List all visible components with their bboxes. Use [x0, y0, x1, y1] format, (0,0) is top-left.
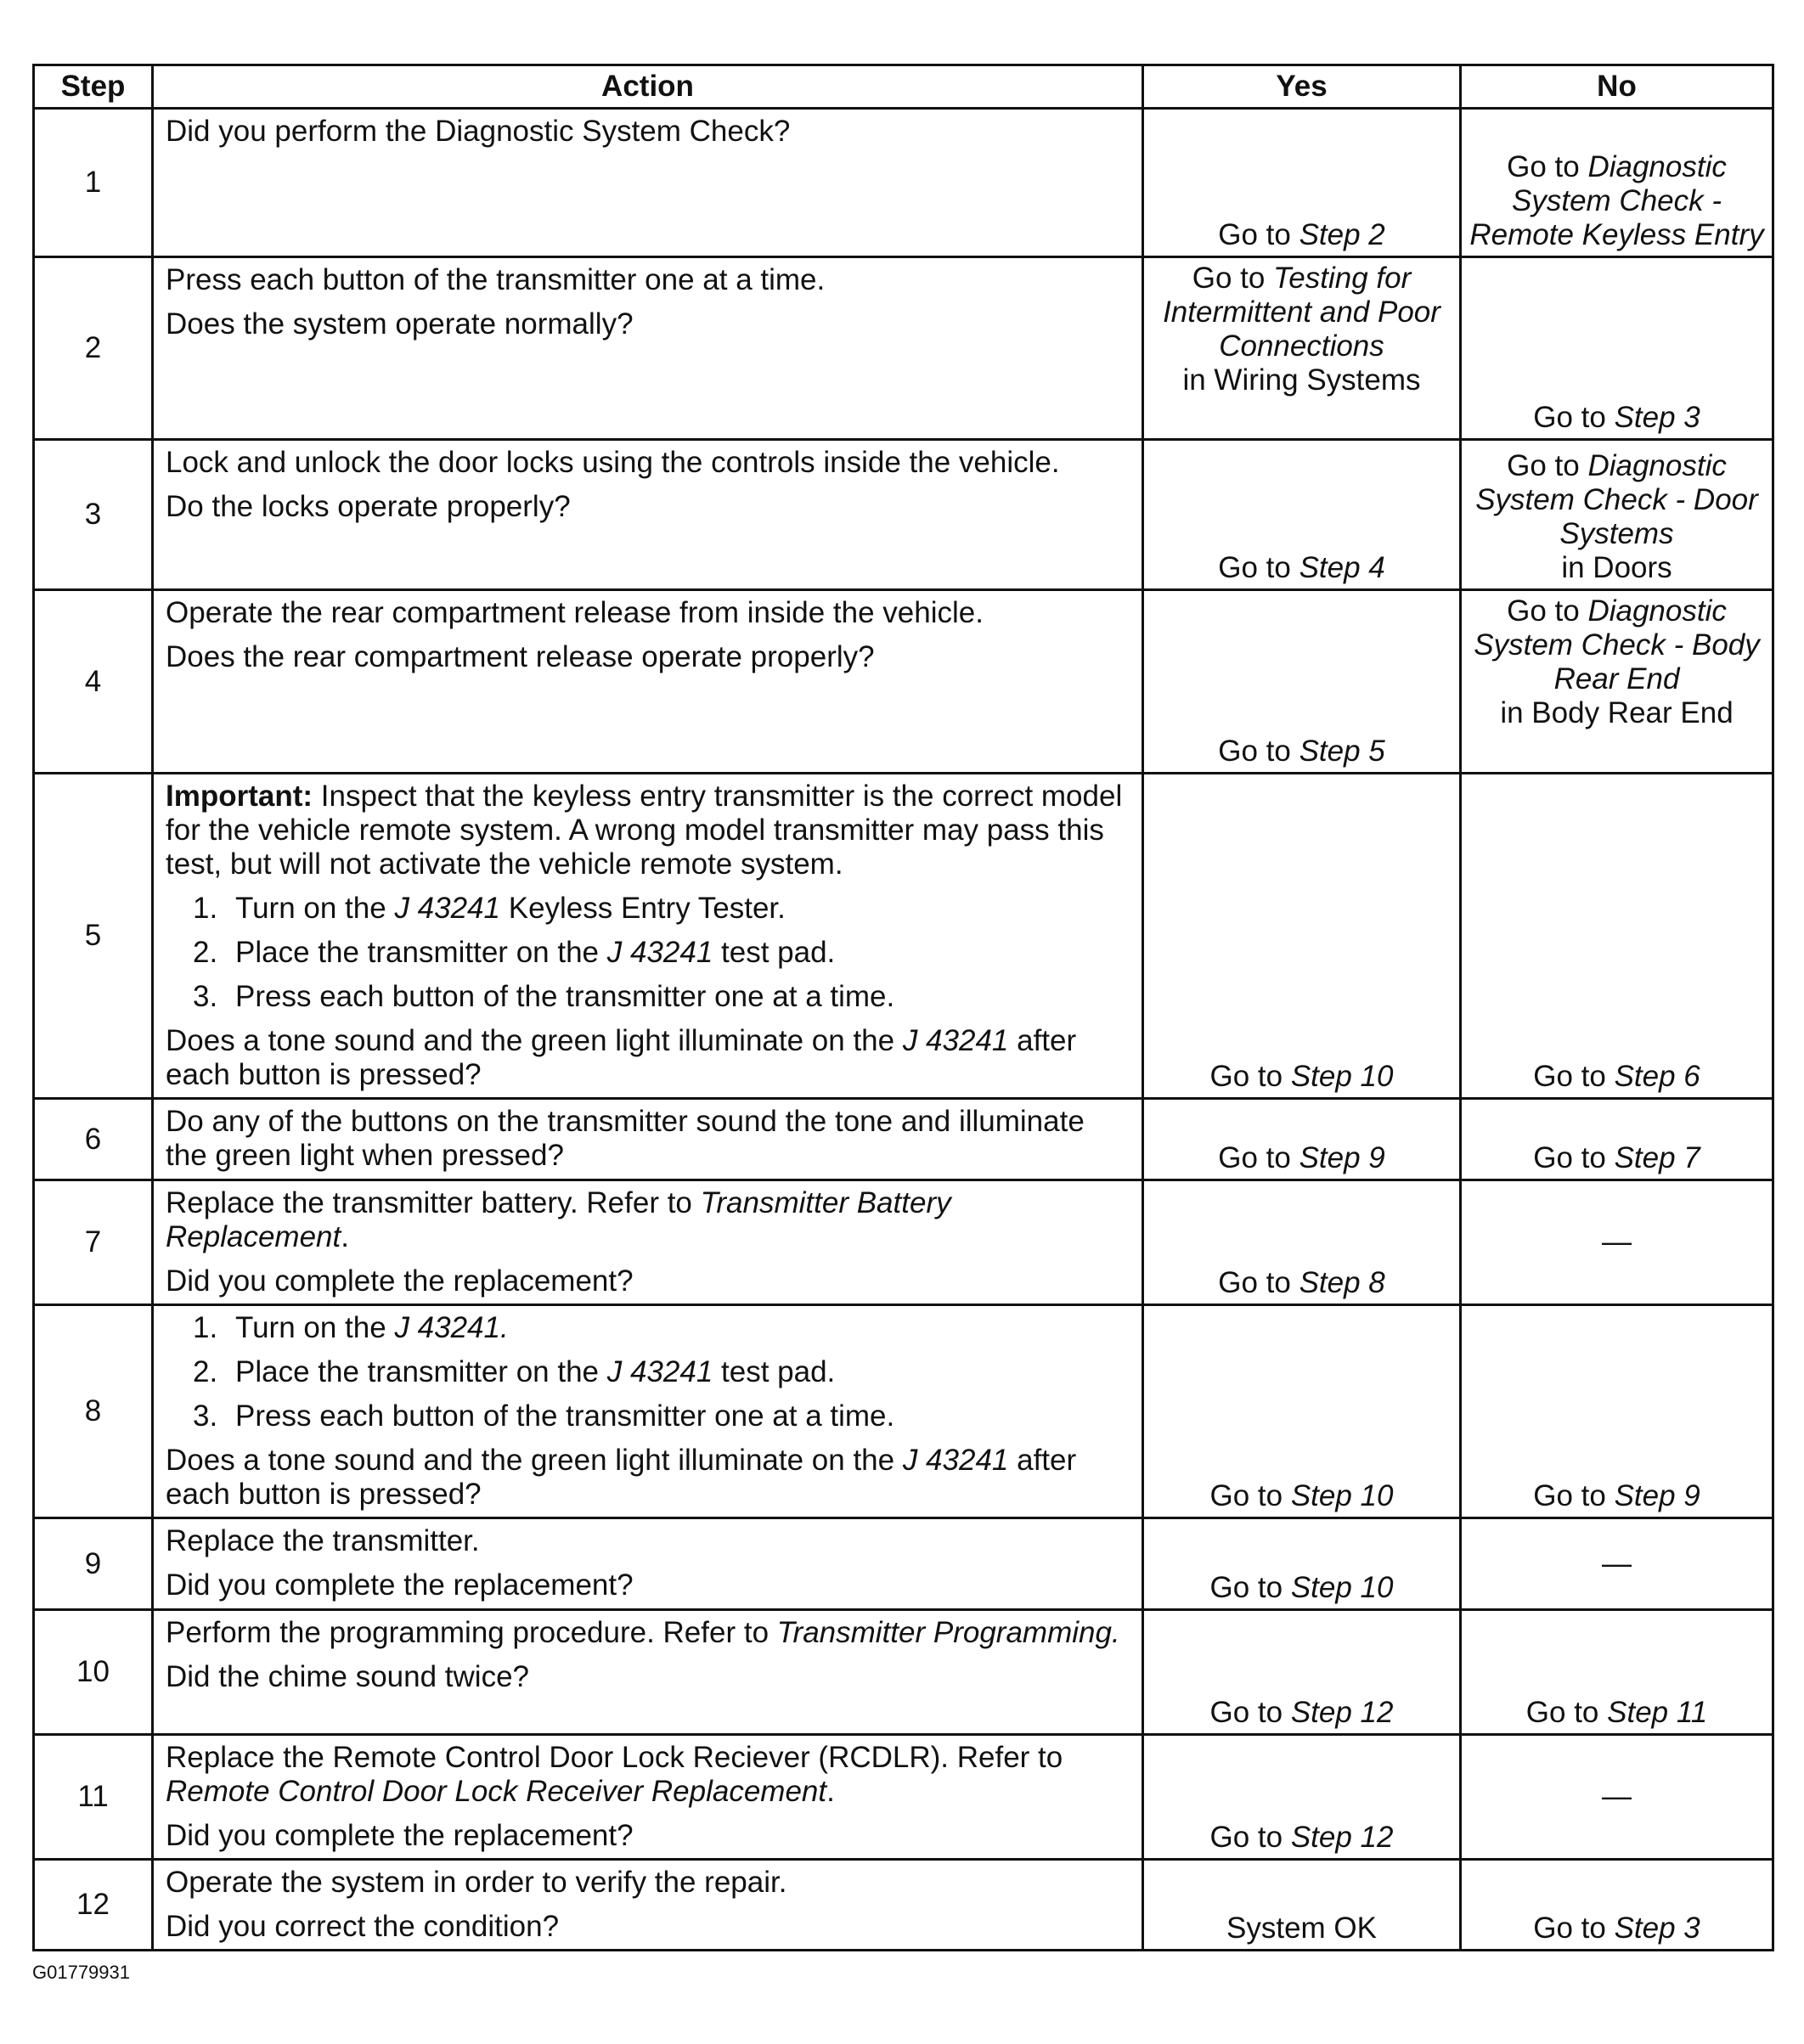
procedure-reference[interactable]: Remote Control Door Lock Receiver Replacement	[166, 1775, 827, 1808]
important-note	[166, 780, 1130, 881]
yes-prefix: Go to	[1218, 1266, 1299, 1299]
no-reference[interactable]: Step 3	[1614, 401, 1700, 434]
action-question: Did the chime sound twice?	[166, 1660, 529, 1693]
yes-cell	[1143, 1860, 1461, 1951]
action-cell	[153, 1610, 1143, 1735]
tool-reference: J 43241	[606, 936, 713, 969]
procedure-step-number: 3.	[193, 1399, 218, 1433]
question-text: after each button is pressed?	[166, 1444, 1077, 1511]
procedure-reference[interactable]: Transmitter Programming.	[776, 1616, 1120, 1649]
action-cell	[153, 1099, 1143, 1180]
action-cell	[153, 1518, 1143, 1610]
no-cell	[1461, 440, 1773, 590]
step-number: 4	[34, 590, 153, 774]
yes-reference[interactable]: Step 10	[1290, 1479, 1394, 1512]
important-text: Inspect that the keyless entry transmitter is the correct model for the vehicle remote system. A wrong model transmitter may pass this test, but will not activate the vehicle remote system.	[166, 780, 1123, 881]
yes-result: System OK	[1226, 1912, 1377, 1945]
table-row	[34, 774, 1773, 1099]
tool-reference: J 43241	[902, 1444, 1009, 1477]
procedure-step	[166, 980, 1130, 1014]
yes-cell	[1143, 774, 1461, 1099]
table-row	[34, 1099, 1773, 1180]
tool-reference: J 43241	[394, 892, 500, 925]
yes-reference[interactable]: Step 4	[1299, 551, 1385, 584]
step-number: 6	[34, 1099, 153, 1180]
action-question: Did you perform the Diagnostic System Check?	[166, 115, 791, 148]
action-cell	[153, 590, 1143, 774]
action-question: Does the rear compartment release operate properly?	[166, 640, 875, 673]
yes-reference[interactable]: Step 5	[1299, 735, 1385, 768]
no-prefix: Go to	[1507, 594, 1588, 628]
action-question: Do the locks operate properly?	[166, 490, 571, 523]
action-cell	[153, 109, 1143, 257]
no-prefix: Go to	[1533, 1912, 1615, 1945]
no-reference[interactable]: Step 7	[1614, 1141, 1700, 1174]
action-instruction: Replace the transmitter.	[166, 1524, 480, 1557]
table-row	[34, 1305, 1773, 1518]
action-question	[166, 1444, 1130, 1512]
table-row	[34, 1610, 1773, 1735]
step-number: 9	[34, 1518, 153, 1610]
action-cell	[153, 774, 1143, 1099]
yes-prefix: Go to	[1192, 262, 1274, 295]
action-cell	[153, 440, 1143, 590]
instruction-text: .	[341, 1220, 349, 1253]
procedure-step	[166, 936, 1130, 970]
yes-cell	[1143, 440, 1461, 590]
yes-prefix: Go to	[1209, 1571, 1291, 1604]
no-prefix: Go to	[1533, 1060, 1615, 1093]
no-cell	[1461, 1735, 1773, 1860]
yes-cell	[1143, 1518, 1461, 1610]
action-question: Did you complete the replacement?	[166, 1264, 634, 1298]
no-location: in Body Rear End	[1500, 696, 1734, 729]
procedure-step-text: Turn on the	[235, 1311, 395, 1344]
no-dash: —	[1602, 1546, 1632, 1580]
yes-cell	[1143, 1735, 1461, 1860]
header-no: No	[1461, 65, 1773, 109]
procedure-step-text: Press each button of the transmitter one at a time.	[235, 1399, 895, 1433]
yes-location: in Wiring Systems	[1182, 363, 1421, 397]
instruction-text: Replace the transmitter battery. Refer to	[166, 1186, 701, 1219]
action-instruction: Press each button of the transmitter one at a time.	[166, 263, 826, 296]
yes-prefix: Go to	[1218, 735, 1299, 768]
action-cell	[153, 1860, 1143, 1951]
yes-reference[interactable]: Step 12	[1290, 1696, 1394, 1729]
no-cell	[1461, 590, 1773, 774]
no-prefix: Go to	[1533, 1479, 1615, 1512]
action-question: Did you complete the replacement?	[166, 1568, 634, 1602]
action-instruction: Lock and unlock the door locks using the controls inside the vehicle.	[166, 446, 1060, 479]
procedure-reference[interactable]: Transmitter Battery Replacement	[166, 1186, 951, 1253]
procedure-step-number: 3.	[193, 980, 218, 1013]
procedure-step-number: 2.	[193, 936, 218, 969]
table-row	[34, 109, 1773, 257]
no-prefix: Go to	[1525, 1696, 1608, 1729]
step-number: 7	[34, 1180, 153, 1305]
no-cell	[1461, 257, 1773, 440]
header-step: Step	[34, 65, 153, 109]
yes-reference[interactable]: Step 12	[1290, 1821, 1394, 1854]
step-number: 5	[34, 774, 153, 1099]
yes-cell	[1143, 109, 1461, 257]
step-number: 12	[34, 1860, 153, 1951]
tool-reference: J 43241	[606, 1355, 713, 1388]
no-reference[interactable]: Step 9	[1614, 1479, 1700, 1512]
step-number: 3	[34, 440, 153, 590]
yes-prefix: Go to	[1209, 1479, 1291, 1512]
yes-prefix: Go to	[1218, 551, 1299, 584]
no-reference[interactable]: Step 6	[1614, 1060, 1700, 1093]
no-reference[interactable]: Step 11	[1607, 1696, 1708, 1729]
yes-reference[interactable]: Step 10	[1290, 1060, 1394, 1093]
no-cell	[1461, 109, 1773, 257]
important-label: Important:	[166, 780, 313, 813]
table-row	[34, 1180, 1773, 1305]
yes-prefix: Go to	[1209, 1696, 1291, 1729]
header-action: Action	[153, 65, 1143, 109]
yes-reference[interactable]: Step 2	[1299, 218, 1385, 251]
table-row	[34, 440, 1773, 590]
action-cell	[153, 1180, 1143, 1305]
action-question: Did you complete the replacement?	[166, 1819, 634, 1852]
step-number: 10	[34, 1610, 153, 1735]
no-prefix: Go to	[1507, 150, 1588, 183]
no-cell	[1461, 1099, 1773, 1180]
step-number: 1	[34, 109, 153, 257]
instruction-text: Perform the programming procedure. Refer to	[166, 1616, 777, 1649]
yes-cell	[1143, 590, 1461, 774]
no-prefix: Go to	[1507, 449, 1588, 482]
action-instruction	[166, 1741, 1130, 1809]
procedure-step-text: Place the transmitter on the	[235, 1355, 607, 1388]
instruction-text: Replace the Remote Control Door Lock Reciever (RCDLR). Refer to	[166, 1741, 1063, 1774]
table-row	[34, 257, 1773, 440]
diagnostic-table	[32, 64, 1774, 1951]
table-row	[34, 1860, 1773, 1951]
no-reference[interactable]: Diagnostic System Check - Remote Keyless Entry	[1469, 150, 1764, 251]
no-reference[interactable]: Step 3	[1614, 1912, 1700, 1945]
question-text: Does a tone sound and the green light illuminate on the	[166, 1024, 903, 1057]
no-reference[interactable]: Diagnostic System Check - Door Systems	[1475, 449, 1758, 550]
tool-reference: J 43241.	[394, 1311, 509, 1344]
procedure-step	[166, 1355, 1130, 1389]
yes-reference[interactable]: Step 10	[1290, 1571, 1394, 1604]
header-row	[34, 65, 1773, 109]
procedure-step-number: 1.	[193, 1311, 218, 1344]
action-question: Did you correct the condition?	[166, 1910, 560, 1943]
yes-cell	[1143, 1099, 1461, 1180]
procedure-step	[166, 1311, 1130, 1345]
procedure-step-text: Keyless Entry Tester.	[500, 892, 786, 925]
table-row	[34, 1735, 1773, 1860]
no-prefix: Go to	[1533, 1141, 1615, 1174]
procedure-step-text: Turn on the	[235, 892, 395, 925]
table-row	[34, 590, 1773, 774]
procedure-step-number: 2.	[193, 1355, 218, 1388]
yes-reference[interactable]: Testing for Intermittent and Poor Connections	[1163, 262, 1440, 363]
no-cell	[1461, 774, 1773, 1099]
procedure-step-text: test pad.	[713, 936, 836, 969]
table-row	[34, 1518, 1773, 1610]
action-instruction: Operate the system in order to verify the repair.	[166, 1866, 787, 1899]
no-cell	[1461, 1305, 1773, 1518]
action-instruction	[166, 1616, 1130, 1650]
no-cell	[1461, 1860, 1773, 1951]
no-dash: —	[1602, 1225, 1632, 1258]
yes-cell	[1143, 257, 1461, 440]
procedure-step-text: test pad.	[713, 1355, 836, 1388]
action-instruction	[166, 1186, 1130, 1254]
procedure-step-number: 1.	[193, 892, 218, 925]
procedure-step	[166, 892, 1130, 926]
procedure-step-text: Place the transmitter on the	[235, 936, 607, 969]
step-number: 8	[34, 1305, 153, 1518]
yes-cell	[1143, 1305, 1461, 1518]
yes-prefix: Go to	[1218, 218, 1299, 251]
no-cell	[1461, 1518, 1773, 1610]
no-dash: —	[1602, 1780, 1632, 1813]
step-number: 11	[34, 1735, 153, 1860]
action-cell	[153, 1305, 1143, 1518]
procedure-step	[166, 1399, 1130, 1433]
header-yes: Yes	[1143, 65, 1461, 109]
no-cell	[1461, 1610, 1773, 1735]
no-location: in Doors	[1561, 551, 1672, 584]
tool-reference: J 43241	[902, 1024, 1009, 1057]
question-text: Does a tone sound and the green light illuminate on the	[166, 1444, 903, 1477]
yes-prefix: Go to	[1209, 1060, 1291, 1093]
no-cell	[1461, 1180, 1773, 1305]
question-text: after each button is pressed?	[166, 1024, 1077, 1091]
action-question: Does the system operate normally?	[166, 307, 634, 341]
instruction-text: .	[826, 1775, 835, 1808]
figure-id: G01779931	[32, 1962, 130, 1983]
yes-cell	[1143, 1180, 1461, 1305]
action-instruction: Operate the rear compartment release from inside the vehicle.	[166, 596, 984, 629]
yes-cell	[1143, 1610, 1461, 1735]
procedure-step-text: Press each button of the transmitter one at a time.	[235, 980, 895, 1013]
action-question: Do any of the buttons on the transmitter sound the tone and illuminate the green light when pressed?	[166, 1105, 1085, 1172]
no-prefix: Go to	[1533, 401, 1615, 434]
yes-prefix: Go to	[1218, 1141, 1299, 1174]
action-cell	[153, 257, 1143, 440]
step-number: 2	[34, 257, 153, 440]
no-reference[interactable]: Diagnostic System Check - Body Rear End	[1474, 594, 1760, 695]
yes-reference[interactable]: Step 9	[1299, 1141, 1385, 1174]
yes-reference[interactable]: Step 8	[1299, 1266, 1385, 1299]
yes-prefix: Go to	[1209, 1821, 1291, 1854]
action-question	[166, 1024, 1130, 1092]
action-cell	[153, 1735, 1143, 1860]
